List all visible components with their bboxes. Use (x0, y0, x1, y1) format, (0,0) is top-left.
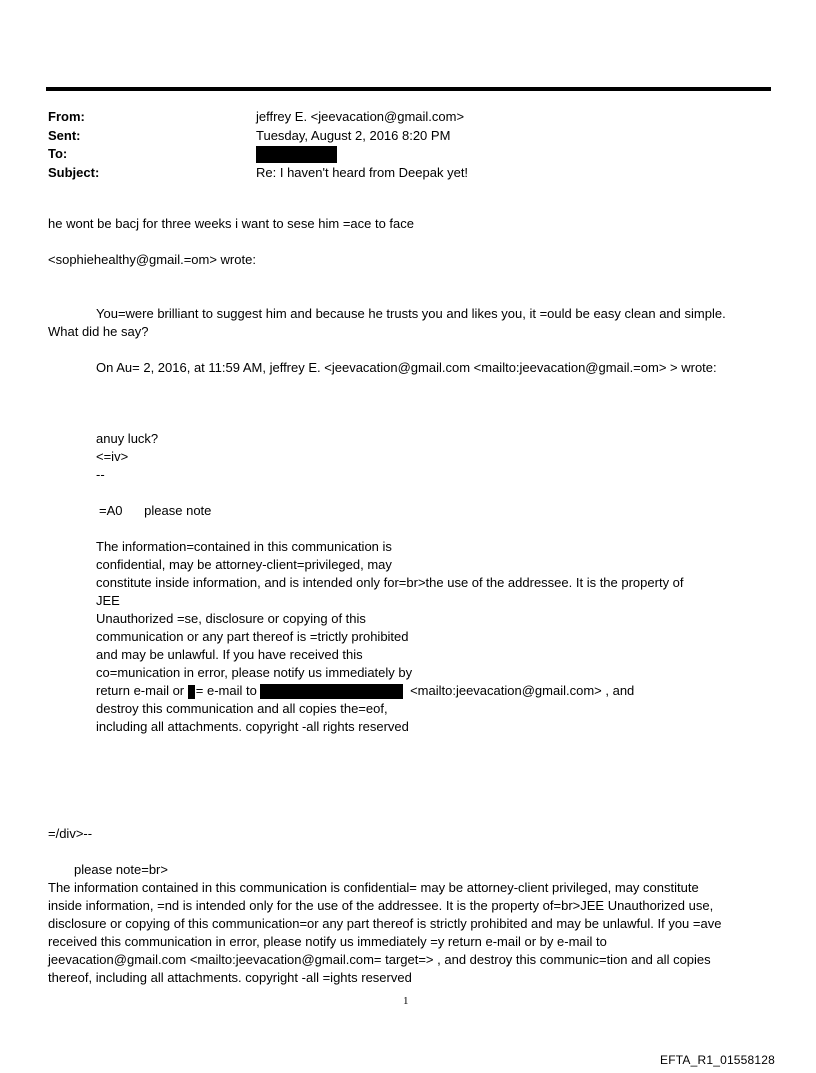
from-label: From: (48, 109, 85, 124)
sent-label: Sent: (48, 127, 81, 143)
body-line: =A0 please note (99, 503, 212, 518)
body-line: confidential, may be attorney-client=privileged, may (96, 557, 392, 572)
body-line: and may be unlawful. If you have received this (96, 647, 363, 662)
body-line: -- (96, 467, 105, 482)
subject-row (48, 164, 768, 183)
body-line: co=munication in error, please notify us immediately by (96, 665, 413, 680)
to-row (48, 145, 768, 164)
body-line: received this communication in error, please notify us immediately =y return e-mail or by e-mail to (48, 934, 607, 949)
to-value (256, 145, 337, 163)
body-line: <sophiehealthy@gmail.=om> wrote: (48, 252, 256, 267)
subject-label: Subject: (48, 164, 100, 180)
body-line: thereof, including all attachments. copyright -all =ights reserved (48, 970, 412, 985)
body-line: Unauthorized =se, disclosure or copying of this (96, 611, 366, 626)
from-value: jeffrey E. <jeevacation@gmail.com> (256, 109, 465, 124)
body-line: communication or any part thereof is =trictly prohibited (96, 629, 409, 644)
body-line: =/div>-- (48, 826, 93, 841)
sent-row (48, 127, 768, 146)
redaction-block (256, 146, 337, 163)
header-rule (46, 87, 771, 91)
document-id: EFTA_R1_01558128 (660, 1053, 776, 1067)
redaction-block (188, 685, 195, 699)
body-line: destroy this communication and all copies the=eof, (96, 701, 388, 716)
to-label: To: (48, 146, 68, 161)
redaction-block (260, 684, 403, 699)
subject-value: Re: I haven't heard from Deepak yet! (256, 164, 469, 180)
body-line: please note=br> (74, 862, 168, 877)
sent-value: Tuesday, August 2, 2016 8:20 PM (256, 127, 451, 143)
from-row (48, 108, 768, 127)
body-line: including all attachments. copyright -all rights reserved (96, 719, 409, 734)
body-line: You=were brilliant to suggest him and because he trusts you and likes you, it =ould be easy clean and simple. (96, 306, 726, 321)
body-line: inside information, =nd is intended only for the use of the addressee. It is the property of=br>JEE Unauthorized use, (48, 898, 714, 913)
body-fragment: = e-mail to (195, 683, 257, 698)
body-line (96, 682, 634, 700)
page-number: 1 (403, 995, 409, 1007)
body-line: The information contained in this communication is confidential= may be attorney-client privileged, may constitute (48, 880, 699, 895)
body-line: jeevacation@gmail.com <mailto:jeevacation@gmail.com= target=> , and destroy this communic=tion and all copies (48, 952, 711, 967)
body-line: anuy luck? (96, 431, 159, 446)
body-line: The information=contained in this communication is (96, 539, 392, 554)
body-line: What did he say? (48, 324, 149, 339)
body-line: JEE (96, 593, 120, 608)
body-line: he wont be bacj for three weeks i want to sese him =ace to face (48, 216, 415, 231)
body-line: <=iv> (96, 449, 129, 464)
body-line: constitute inside information, and is intended only for=br>the use of the addressee. It is the property of (96, 575, 684, 590)
email-header (48, 108, 768, 182)
body-fragment: return e-mail or (96, 683, 185, 698)
body-line: On Au= 2, 2016, at 11:59 AM, jeffrey E. <jeevacation@gmail.com <mailto:jeevacation@gmail.=om> > wrote: (96, 360, 717, 375)
body-line: disclosure or copying of this communication=or any part thereof is strictly prohibited and may be unlawful. If you =ave (48, 916, 722, 931)
body-fragment: <mailto:jeevacation@gmail.com> , and (410, 683, 635, 698)
